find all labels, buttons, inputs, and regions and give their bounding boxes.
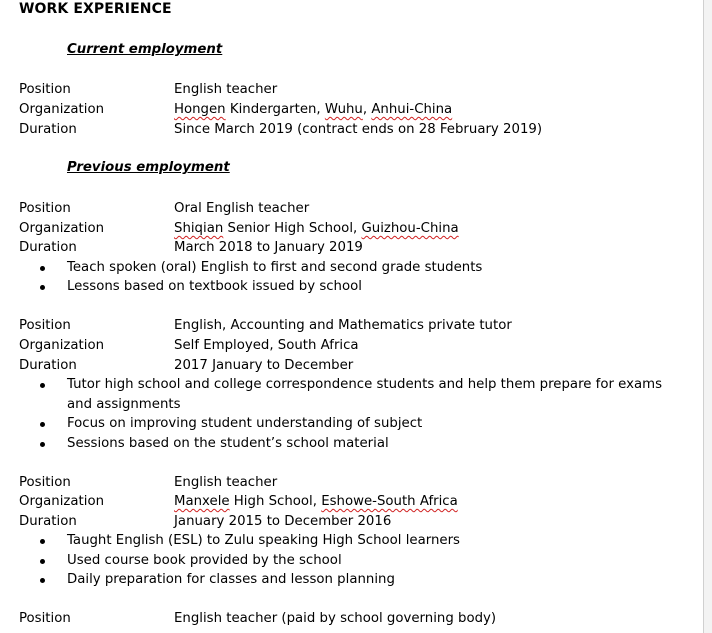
bullet-icon xyxy=(40,559,45,564)
bullet-text-continuation: and assignments xyxy=(67,397,181,412)
duration-value: 2017 January to December xyxy=(174,358,354,373)
organization-value xyxy=(174,219,459,239)
position-value: English teacher (paid by school governing body) xyxy=(174,611,497,626)
duration-value: March 2018 to January 2019 xyxy=(174,240,363,255)
organization-label: Organization xyxy=(19,338,105,353)
bullet-icon xyxy=(40,539,45,544)
duration-label: Duration xyxy=(19,240,77,255)
position-value: English teacher xyxy=(174,82,278,97)
spelling-flag: Wuhu xyxy=(324,102,363,117)
bullet-text: Sessions based on the student’s school material xyxy=(67,436,389,451)
duration-value: January 2015 to December 2016 xyxy=(174,514,392,529)
org-text: Senior High School, xyxy=(223,221,362,236)
spelling-flag: Anhui-China xyxy=(371,102,453,117)
position-value: English, Accounting and Mathematics private tutor xyxy=(174,318,512,333)
organization-label: Organization xyxy=(19,221,105,236)
position-label: Position xyxy=(19,611,71,626)
bullet-text: Daily preparation for classes and lesson planning xyxy=(67,572,395,587)
position-label: Position xyxy=(19,82,71,97)
position-label: Position xyxy=(19,475,71,490)
duration-label: Duration xyxy=(19,122,77,137)
organization-label: Organization xyxy=(19,102,105,117)
window-edge xyxy=(703,0,712,633)
previous-employment-heading: Previous employment xyxy=(67,160,230,175)
bullet-text: Tutor high school and college correspondence students and help them prepare for exams xyxy=(67,377,663,392)
duration-label: Duration xyxy=(19,358,77,373)
bullet-text: Focus on improving student understanding of subject xyxy=(67,416,423,431)
bullet-icon xyxy=(40,422,45,427)
organization-value xyxy=(174,100,452,120)
org-text: High School, xyxy=(229,494,322,509)
bullet-icon xyxy=(40,442,45,447)
org-text: Kindergarten, xyxy=(225,102,325,117)
spelling-flag: Shiqian xyxy=(174,221,224,236)
bullet-icon xyxy=(40,578,45,583)
bullet-icon xyxy=(40,383,45,388)
position-label: Position xyxy=(19,318,71,333)
bullet-text: Used course book provided by the school xyxy=(67,553,342,568)
org-text: , xyxy=(362,102,372,117)
position-label: Position xyxy=(19,201,71,216)
position-value: English teacher xyxy=(174,475,278,490)
section-title: WORK EXPERIENCE xyxy=(19,1,172,17)
organization-value: Self Employed, South Africa xyxy=(174,338,359,353)
position-value: Oral English teacher xyxy=(174,201,310,216)
spelling-flag: Guizhou-China xyxy=(361,221,459,236)
spelling-flag: Manxele xyxy=(174,494,230,509)
duration-value: Since March 2019 (contract ends on 28 February 2019) xyxy=(174,122,543,137)
spelling-flag: Eshowe-South Africa xyxy=(321,494,458,509)
organization-value xyxy=(174,492,458,512)
current-employment-heading: Current employment xyxy=(67,42,223,57)
bullet-text: Taught English (ESL) to Zulu speaking High School learners xyxy=(67,533,460,548)
organization-label: Organization xyxy=(19,494,105,509)
bullet-text: Lessons based on textbook issued by school xyxy=(67,279,362,294)
bullet-icon xyxy=(40,285,45,290)
spelling-flag: Hongen xyxy=(174,102,226,117)
bullet-text: Teach spoken (oral) English to first and second grade students xyxy=(67,260,483,275)
duration-label: Duration xyxy=(19,514,77,529)
bullet-icon xyxy=(40,266,45,271)
